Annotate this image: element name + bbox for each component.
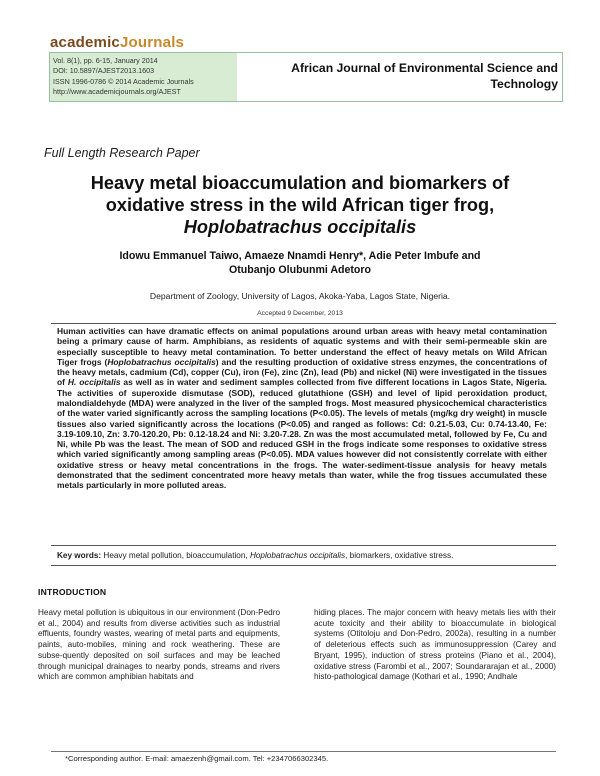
abstract-text-1: Human activities can have dramatic effects on animal populations around urban areas with heavy metal contamination being a primary cause of harm. Amphibians, as residents of aquatic systems and with their semi-permeable skin are especially susceptible to heavy metal contamination. To better understand the effect of heavy metals on Wild African Tiger frogs ( (57, 326, 547, 367)
meta-url[interactable]: http://www.academicjournals.org/AJEST (53, 86, 181, 96)
meta-issn: ISSN 1996-0786 © 2014 Academic Journals (53, 76, 194, 86)
abstract-text-2: ) and the resulting production of oxidative stress enzymes, the concentrations of the heavy metals, cadmium (Cd), copper (Cu), iron (Fe), zinc (Zn), lead (Pb) and nickel (Ni) were investigated in the tissues of (57, 356, 547, 388)
logo-text-journals: Journals (119, 34, 185, 51)
introduction-heading: INTRODUCTION (38, 587, 107, 597)
keywords-text-2: , biomarkers, oxidative stress. (345, 551, 454, 560)
keywords-label: Key words: (57, 551, 102, 560)
authors-line-2: Otubanjo Olubunmi Adetoro (228, 264, 372, 276)
keywords-bottom-rule (51, 565, 556, 566)
meta-doi: DOI: 10.5897/AJEST2013.1603 (53, 66, 155, 76)
publication-meta (50, 53, 237, 101)
abstract-top-rule (51, 323, 556, 324)
journal-title: African Journal of Environmental Science and Technology (291, 61, 558, 91)
abstract-bottom-rule (51, 545, 556, 546)
publisher-logo (50, 34, 184, 51)
authors-line-1: Idowu Emmanuel Taiwo, Amaeze Nnamdi Henry*, Adie Peter Imbufe and (119, 250, 481, 262)
authors (90, 249, 510, 277)
meta-volume: Vol. 8(1), pp. 6-15, January 2014 (53, 56, 158, 65)
logo-text-academic: academic (50, 34, 120, 51)
abstract-species-2: H. occipitalis (67, 377, 121, 388)
intro-column-left: Heavy metal pollution is ubiquitous in our environment (Don-Pedro et al., 2004) and results from diverse activities such as industrial effluents, foundry wastes, wearing of metal parts and equipments, paints, auto-mobiles, mining and rock weathering. These are subse-quently deposited on soil surfaces and may be leached through municipal drainages to nearby ponds, streams and rivers which are common amphibian habitats and (38, 608, 280, 682)
keywords (57, 551, 552, 560)
title-line-2: oxidative stress in the wild African tiger frog, (105, 195, 495, 215)
abstract (57, 326, 547, 491)
affiliation: Department of Zoology, University of Lagos, Akoka-Yaba, Lagos State, Nigeria. (149, 291, 451, 301)
journal-header (49, 52, 563, 102)
abstract-species-1: Hoplobatrachus occipitalis (107, 356, 216, 367)
paper-title (60, 172, 540, 238)
accepted-date: Accepted 9 December, 2013 (257, 310, 343, 317)
title-line-1: Heavy metal bioaccumulation and biomarkers of (90, 173, 510, 193)
keywords-species: Hoplobatrachus occipitalis (249, 551, 346, 560)
abstract-text-3: as well as in water and sediment samples collected from five different locations in Lagos State, Nigeria. The activities of superoxide dismutase (SOD), reduced glutathione (GSH) and level of lipid peroxidation product, malondialdehyde (MDA) were analyzed in the liver of the sampled frogs. Most measured physicochemical characteristics of the water varied significantly across the sampling locations (P<0.05). The levels of metals (mg/kg dry weight) in muscle tissues also varied significantly across the locations (P<0.05) and ranged as follows: Cd: 0.21-5.03, Cu: 0.74-13.40, Fe: 3.19-109.10, Zn: 3.70-120.20, Pb: 0.12-18.24 and Ni: 3.20-7.28. Zn was the most accumulated metal, followed by Fe, Cu and Ni, while Pb was the least. The mean of SOD and reduced GSH in the frogs indicate some responses to oxidative stress which varied significantly among sampling areas (P<0.05). MDA values however did not consistently correlate with either oxidative stress or heavy metal concentrations in the frogs. The water-sediment-tissue analysis for heavy metals demonstrated that the sediment concentrated more heavy metals than water, while the frog tissues accumulated these metals particularly in more polluted areas. (57, 377, 548, 491)
title-line-3: Hoplobatrachus occipitalis (183, 217, 417, 237)
keywords-text-1: Heavy metal pollution, bioaccumulation, (101, 551, 250, 560)
corresponding-author-footnote: *Corresponding author. E-mail: amaezenh@gmail.com. Tel: +2347066302345. (51, 751, 556, 763)
article-type: Full Length Research Paper (44, 146, 200, 160)
intro-column-right: hiding places. The major concern with heavy metals lies with their acute toxicity and their ability to bioaccumulate in biological systems (Otitoloju and Don-Pedro, 2002a), resulting in a number of deleterious effects such as immunosuppression (Carey and Bryant, 1995), induction of stress proteins (Piano et al., 2004), oxidative stress (Farombi et al., 2007; Soundararajan et al., 2000) histo-pathological damage (Kothari et al., 1990; Andhale (314, 608, 556, 682)
